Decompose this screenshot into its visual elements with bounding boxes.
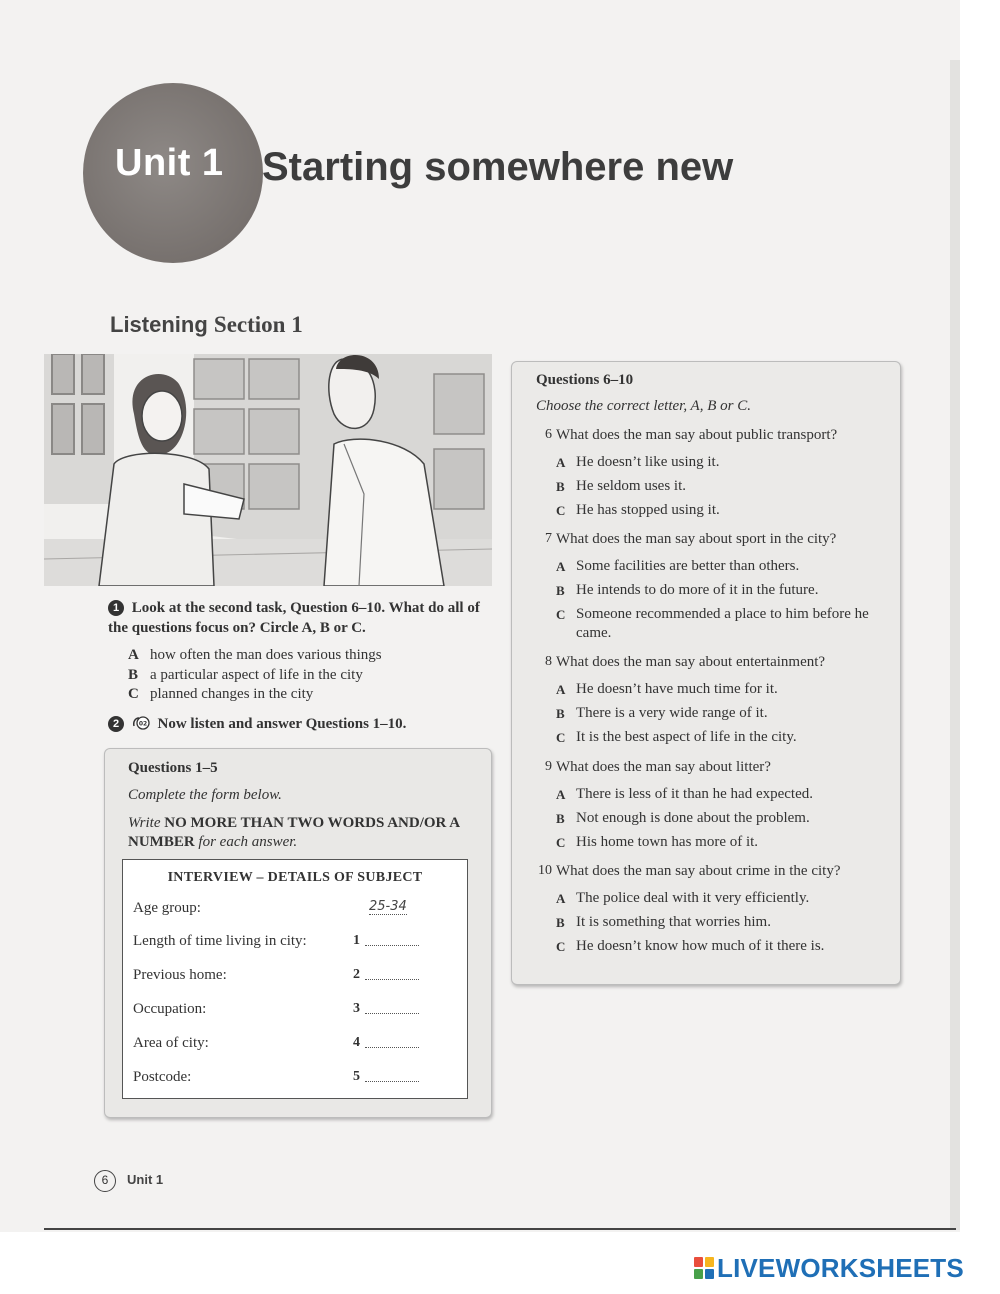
interview-illustration-svg (44, 354, 492, 586)
age-group-answer: 25-34 (369, 899, 407, 914)
form-row-1: Length of time living in city: 1 (133, 933, 459, 953)
question-8-option-c[interactable]: C It is the best aspect of life in the city. (556, 729, 797, 745)
task-2-number: 2 (108, 716, 124, 732)
liveworksheets-brand[interactable] (694, 1253, 964, 1283)
question-8-option-b[interactable]: B There is a very wide range of it. (556, 705, 768, 721)
form-row-3: Occupation: 3 (133, 1001, 459, 1021)
task-1 (108, 598, 498, 638)
task-1-text: Look at the second task, Question 6–10. What do all of the questions focus on? Circle A, B or C. (108, 600, 480, 636)
questions-6-10-title: Questions 6–10 (536, 372, 634, 388)
question-10-option-c[interactable]: C He doesn’t know how much of it there is. (556, 938, 825, 954)
task-1-option-c[interactable]: C planned changes in the city (128, 686, 314, 702)
questions-1-5-instruction: Complete the form below. (128, 787, 282, 803)
answer-blank-1[interactable] (365, 945, 419, 946)
question-6: 6 What does the man say about public transport? A He doesn’t like using it. B He seldom uses it. C He has stopped using it. (530, 423, 895, 520)
task-2 (108, 716, 406, 733)
question-6-option-b[interactable]: B He seldom uses it. (556, 478, 686, 494)
answer-blank-2[interactable] (365, 979, 419, 980)
questions-6-10-instruction: Choose the correct letter, A, B or C. (536, 398, 751, 414)
question-8-option-a[interactable]: A He doesn’t have much time for it. (556, 681, 778, 697)
form-row-4: Area of city: 4 (133, 1035, 459, 1055)
form-row-2: Previous home: 2 (133, 967, 459, 987)
task-2-text: Now listen and answer Questions 1–10. (157, 716, 407, 732)
task-1-option-b[interactable]: B a particular aspect of life in the city (128, 666, 363, 683)
question-10-option-b[interactable]: B It is something that worries him. (556, 914, 771, 930)
footer-unit-label: Unit 1 (127, 1172, 164, 1187)
answer-blank-3[interactable] (365, 1013, 419, 1014)
question-9-option-c[interactable]: C His home town has more of it. (556, 834, 759, 850)
interview-form (122, 859, 468, 1099)
logo-square-green (694, 1269, 703, 1279)
logo-square-yellow (705, 1257, 714, 1267)
page-number: 6 (94, 1170, 116, 1192)
unit-label: Unit 1 (115, 142, 224, 184)
question-6-option-c[interactable]: C He has stopped using it. (556, 502, 720, 518)
question-7-option-a[interactable]: A Some facilities are better than others. (556, 558, 800, 574)
question-7-option-c[interactable]: C Someone recommended a place to him before he came. (556, 606, 869, 641)
questions-1-5-word-limit: Write NO MORE THAN TWO WORDS AND/OR A NUMBER for each answer. (128, 815, 460, 850)
page-edge (950, 60, 960, 1230)
section-heading-sub: Section 1 (213, 312, 303, 337)
logo-square-blue (705, 1269, 714, 1279)
task-1-options (128, 646, 488, 705)
section-heading-main: Listening (110, 312, 208, 337)
task-1-option-a[interactable]: A how often the man does various things (128, 647, 382, 663)
question-7-option-b[interactable]: B He intends to do more of it in the future. (556, 582, 819, 598)
form-row-age-group: Age group: 25-34 (133, 899, 407, 916)
interview-illustration (44, 354, 492, 586)
question-10-option-a[interactable]: A The police deal with it very efficiently. (556, 890, 810, 906)
question-9-option-a[interactable]: A There is less of it than he had expected. (556, 786, 813, 802)
question-6-option-a[interactable]: A He doesn’t like using it. (556, 454, 720, 470)
audio-cd-icon[interactable] (132, 716, 150, 730)
unit-title: Starting somewhere new (262, 145, 734, 189)
audio-track-number: 02 (138, 720, 147, 728)
liveworksheets-wordmark: LIVEWORKSHEETS (717, 1252, 964, 1283)
task-1-number: 1 (108, 600, 124, 616)
logo-square-red (694, 1257, 703, 1267)
question-10: 10 What does the man say about crime in the city? A The police deal with it very efficiently. B It is something that worries him. C He doesn’t know how much of it there is. (530, 859, 895, 956)
interview-form-title: INTERVIEW – DETAILS OF SUBJECT (167, 870, 423, 885)
question-9: 9 What does the man say about litter? A There is less of it than he had expected. B Not enough is done about the problem. C His home town has more of it. (530, 755, 895, 852)
question-8: 8 What does the man say about entertainment? A He doesn’t have much time for it. B There is a very wide range of it. C It is the best aspect of life in the city. (530, 650, 895, 747)
question-7: 7 What does the man say about sport in the city? A Some facilities are better than others. B He intends to do more of it in the future. C Someone recommended a place to him before he came. (530, 527, 895, 643)
answer-blank-4[interactable] (365, 1047, 419, 1048)
question-9-option-b[interactable]: B Not enough is done about the problem. (556, 810, 810, 826)
page-bottom-rule (44, 1228, 956, 1230)
answer-blank-5[interactable] (365, 1081, 419, 1082)
liveworksheets-logo-icon (694, 1257, 714, 1279)
section-heading (110, 312, 303, 338)
form-row-5: Postcode: 5 (133, 1069, 459, 1089)
questions-1-5-title: Questions 1–5 (128, 760, 218, 776)
